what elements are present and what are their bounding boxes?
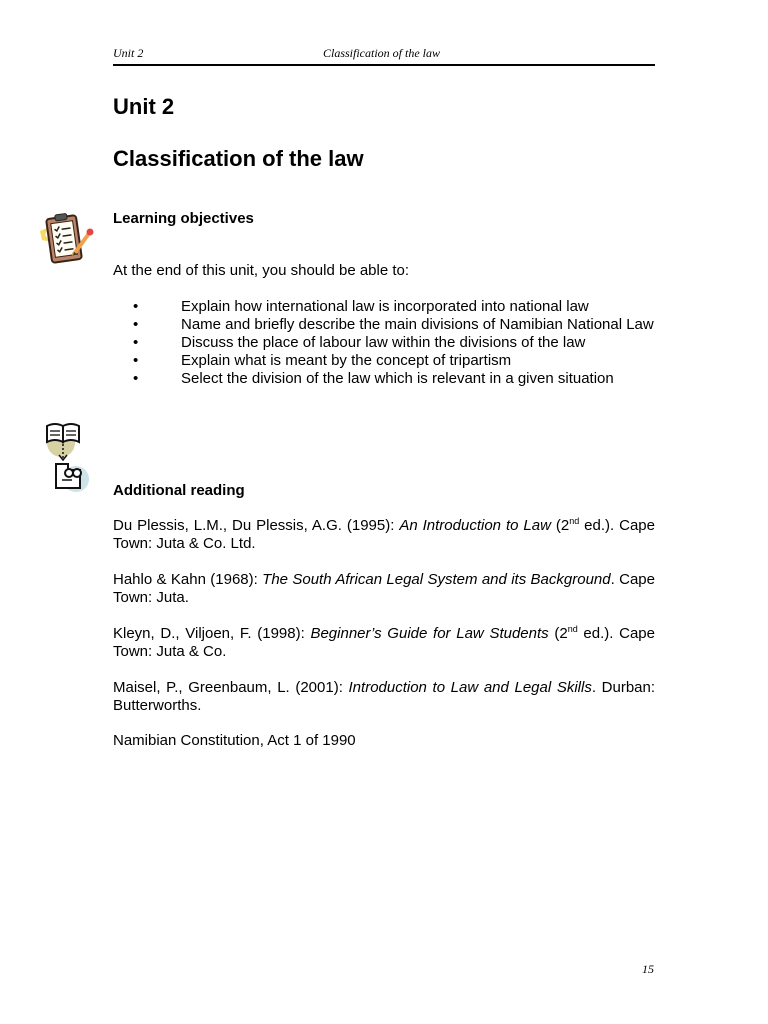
list-item: • Explain what is meant by the concept of tripartism xyxy=(133,352,512,369)
list-item: • Select the division of the law which is relevant in a given situation xyxy=(133,370,614,387)
reference-entry: Kleyn, D., Viljoen, F. (1998): Beginner’s Guide for Law Students (2nd ed.). Cape Town: Juta & Co. xyxy=(113,624,655,660)
additional-reading-heading: Additional reading xyxy=(113,482,245,499)
objectives-list xyxy=(113,298,655,388)
header-unit-label: Unit 2 xyxy=(113,46,144,60)
reference-entry: Hahlo & Kahn (1968): The South African Legal System and its Background. Cape Town: Juta. xyxy=(113,571,655,606)
page-title: Classification of the law xyxy=(113,146,364,171)
reference-entry: Du Plessis, L.M., Du Plessis, A.G. (1995): An Introduction to Law (2nd ed.). Cape Town: Juta & Co. Ltd. xyxy=(113,516,655,552)
book-reader-icon xyxy=(42,420,92,498)
unit-heading: Unit 2 xyxy=(113,94,175,119)
learning-objectives-heading: Learning objectives xyxy=(113,210,254,227)
list-item: • Discuss the place of labour law within the divisions of the law xyxy=(133,334,586,351)
header-chapter-title: Classification of the law xyxy=(323,46,441,60)
list-item: • Name and briefly describe the main divisions of Namibian National Law xyxy=(133,316,654,333)
reference-entry: Namibian Constitution, Act 1 of 1990 xyxy=(113,732,356,749)
list-item: • Explain how international law is incorporated into national law xyxy=(133,298,589,315)
clipboard-checklist-icon xyxy=(38,209,96,265)
objectives-intro: At the end of this unit, you should be able to: xyxy=(113,262,410,279)
running-header xyxy=(113,45,655,66)
page-number: 15 xyxy=(642,962,654,976)
reference-entry: Maisel, P., Greenbaum, L. (2001): Introduction to Law and Legal Skills. Durban: Butterworths. xyxy=(113,679,656,714)
